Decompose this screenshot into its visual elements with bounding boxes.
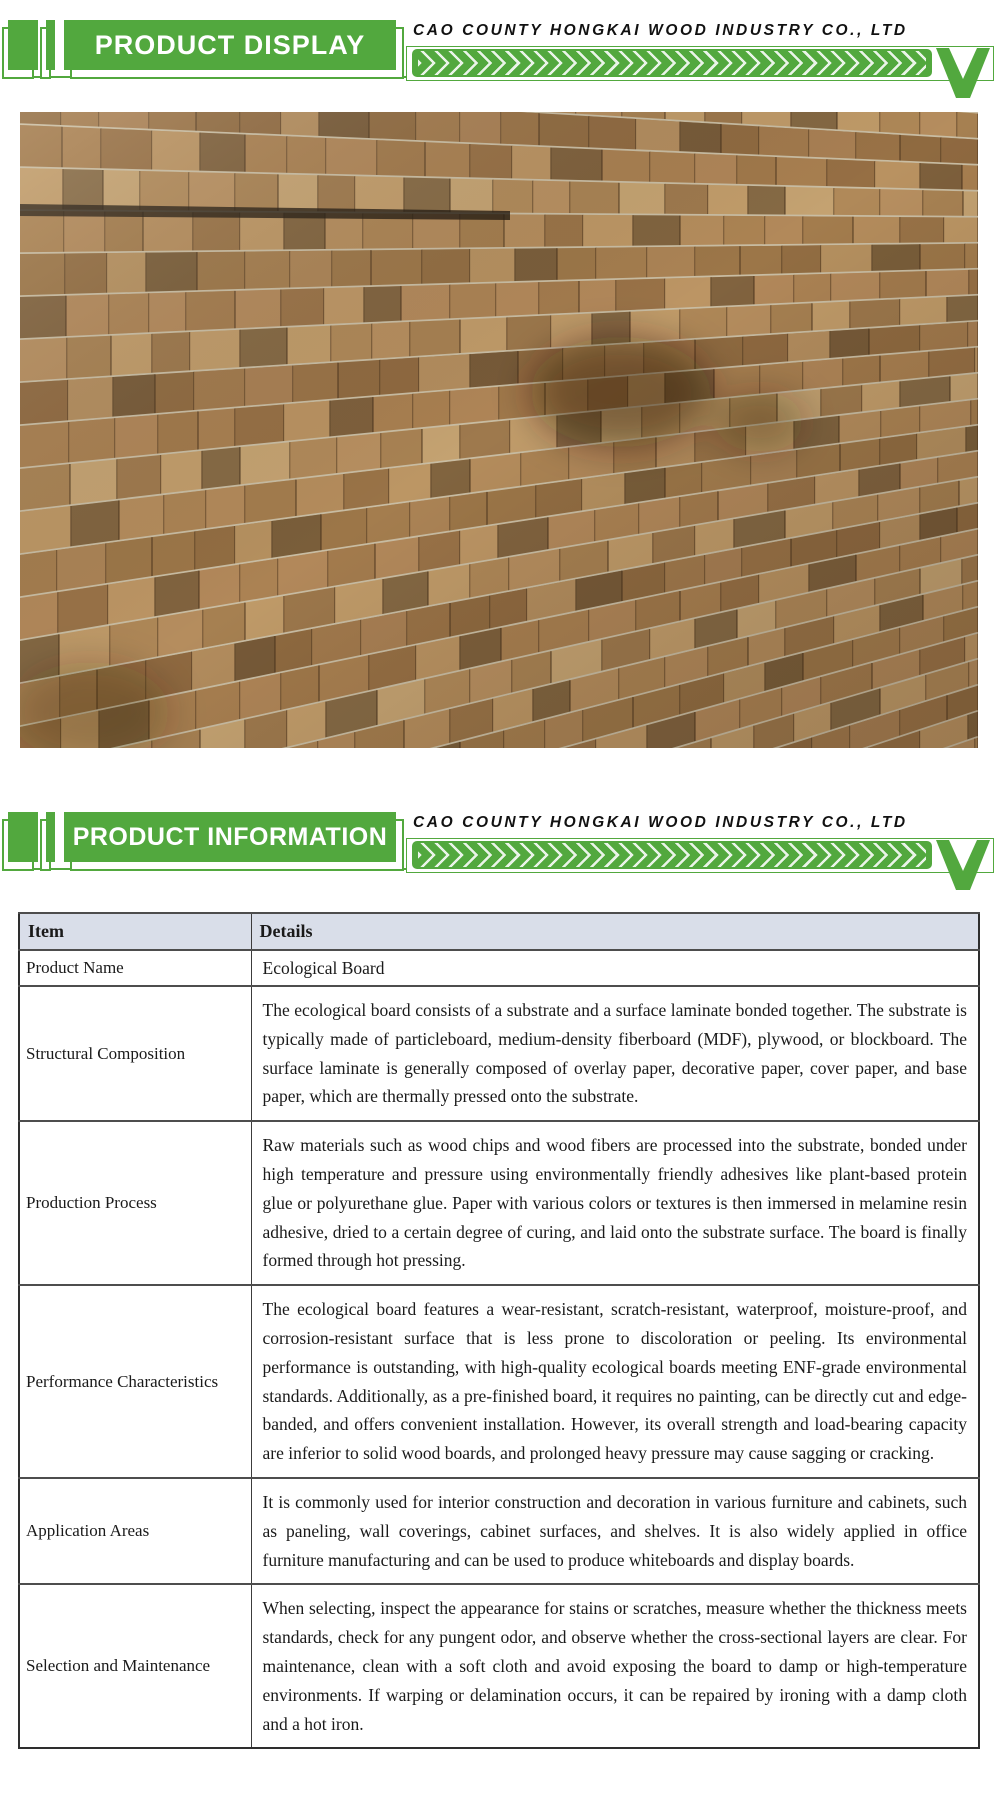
table-row xyxy=(19,986,979,1121)
row-details: The ecological board features a wear-resistant, scratch-resistant, waterproof, moisture-proof, and corrosion-resistant surface that is less prone to discoloration or peeling. Its environmental performance is outstanding, with high-quality ecological boards meeting ENF-grade environmental standards. Additionally, as a pre-finished board, it requires no painting, can be directly cut and edge-banded, and offers convenient installation. However, its overall strength and load-bearing capacity are inferior to solid wood boards, and prolonged heavy pressure may cause sagging or cracking. xyxy=(251,1285,979,1478)
chevron-stripes-icon xyxy=(418,843,926,867)
row-item-label: Application Areas xyxy=(19,1478,251,1584)
check-v-icon xyxy=(936,840,990,890)
table-header-row xyxy=(19,913,979,950)
row-item-label: Selection and Maintenance xyxy=(19,1584,251,1748)
banner-bar xyxy=(46,812,55,862)
chevron-bar xyxy=(412,49,932,77)
table-row xyxy=(19,1478,979,1584)
row-details: The ecological board consists of a substrate and a surface laminate bonded together. The substrate is typically made of particleboard, medium-density fiberboard (MDF), plywood, or blockboard. The surface laminate is generally composed of overlay paper, decorative paper, cover paper, and base paper, which are thermally pressed onto the substrate. xyxy=(251,986,979,1121)
product-info-table xyxy=(18,912,980,1749)
chevron-stripes-icon xyxy=(418,51,926,75)
table-row xyxy=(19,1121,979,1285)
company-name: CAO COUNTY HONGKAI WOOD INDUSTRY CO., LTD xyxy=(413,22,908,39)
row-item-label: Performance Characteristics xyxy=(19,1285,251,1478)
row-item-label: Product Name xyxy=(19,950,251,986)
column-header-details: Details xyxy=(251,913,979,950)
row-details: It is commonly used for interior construction and decoration in various furniture and cabinets, such as paneling, wall coverings, cabinet surfaces, and shelves. It is also widely applied in office furniture manufacturing and can be used to produce whiteboards and display boards. xyxy=(251,1478,979,1584)
row-details: Ecological Board xyxy=(251,950,979,986)
chevron-bar xyxy=(412,841,932,869)
table-row xyxy=(19,1584,979,1748)
table-row xyxy=(19,950,979,986)
product-photo xyxy=(20,112,978,748)
banner-square xyxy=(8,20,38,70)
row-item-label: Structural Composition xyxy=(19,986,251,1121)
company-name: CAO COUNTY HONGKAI WOOD INDUSTRY CO., LTD xyxy=(413,814,908,831)
product-information-banner xyxy=(0,792,1000,888)
row-details: Raw materials such as wood chips and wood fibers are processed into the substrate, bonded under high temperature and pressure using environmentally friendly adhesives like plant-based protein glue or polyurethane glue. Paper with various colors or textures is then immersed in melamine resin adhesive, dried to a certain degree of curing, and laid onto the substrate surface. The board is finally formed through hot pressing. xyxy=(251,1121,979,1285)
row-details: When selecting, inspect the appearance for stains or scratches, measure whether the thickness meets standards, check for any pungent odor, and observe whether the cross-sectional layers are clear. For maintenance, clean with a soft cloth and avoid exposing the board to damp or high-temperature environments. If warping or delamination occurs, it can be repaired by ironing with a damp cloth and a hot iron. xyxy=(251,1584,979,1748)
banner-title: PRODUCT DISPLAY xyxy=(64,20,396,70)
banner-square xyxy=(8,812,38,862)
banner-bar xyxy=(46,20,55,70)
column-header-item: Item xyxy=(19,913,251,950)
banner-title: PRODUCT INFORMATION xyxy=(64,812,396,862)
table-row xyxy=(19,1285,979,1478)
row-item-label: Production Process xyxy=(19,1121,251,1285)
product-display-banner xyxy=(0,0,1000,96)
check-v-icon xyxy=(936,48,990,98)
